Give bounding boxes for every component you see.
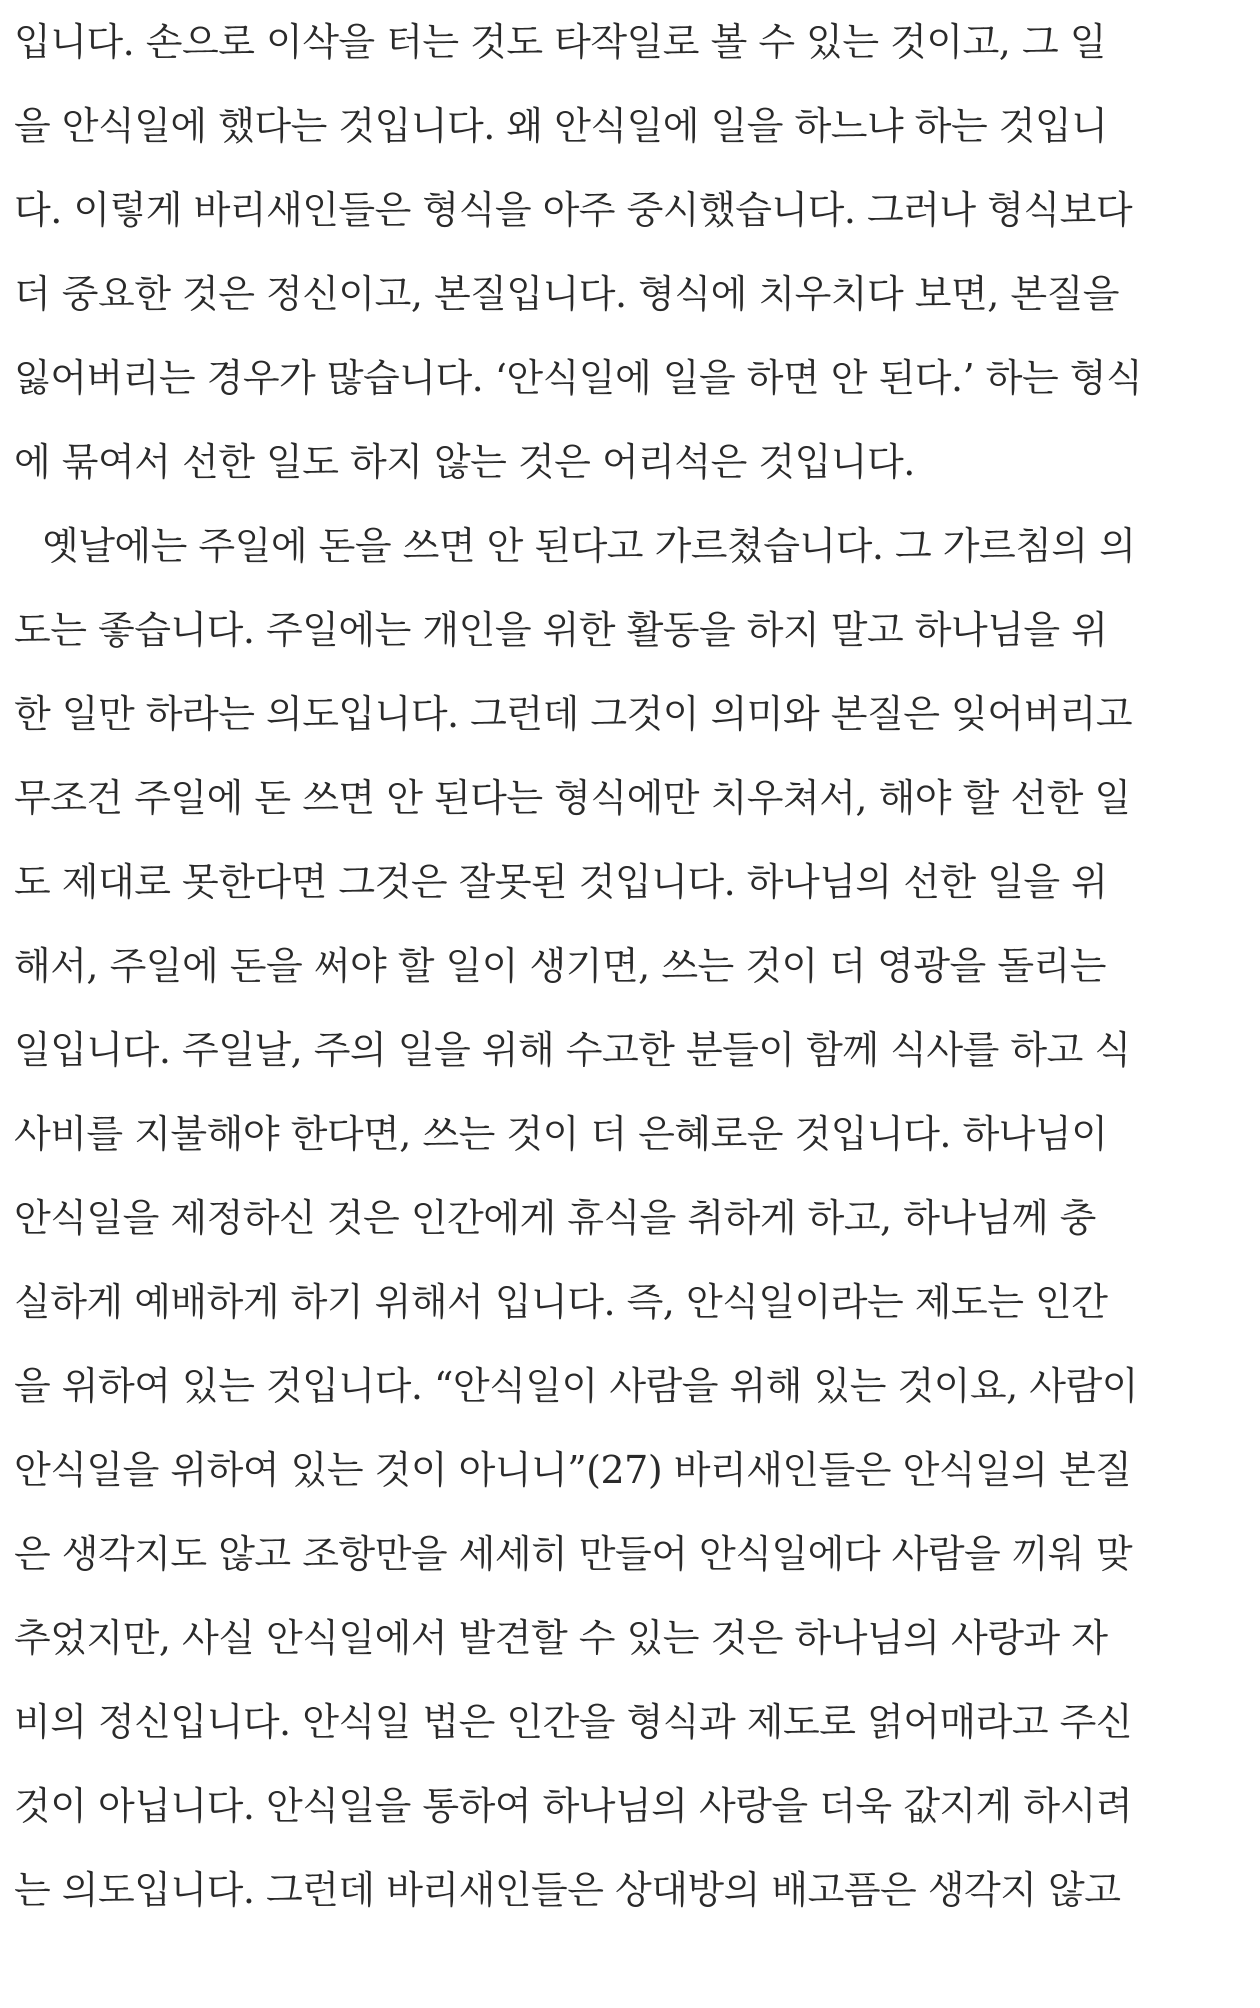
text-line: 일입니다. 주일날, 주의 일을 위해 수고한 분들이 함께 식사를 하고 식 [14,1028,1131,1072]
text-line: 한 일만 하라는 의도입니다. 그런데 그것이 의미와 본질은 잊어버리고 [14,692,1133,736]
text-line: 을 위하여 있는 것입니다. “안식일이 사람을 위해 있는 것이요, 사람이 [14,1364,1138,1408]
text-line: 사비를 지불해야 한다면, 쓰는 것이 더 은혜로운 것입니다. 하나님이 [14,1112,1108,1156]
text-line: 잃어버리는 경우가 많습니다. ‘안식일에 일을 하면 안 된다.’ 하는 형식 [14,356,1143,400]
book-page [14,0,1254,2008]
text-line: 더 중요한 것은 정신이고, 본질입니다. 형식에 치우치다 보면, 본질을 [14,272,1119,316]
text-line: 해서, 주일에 돈을 써야 할 일이 생기면, 쓰는 것이 더 영광을 돌리는 [14,944,1106,988]
text-line: 도는 좋습니다. 주일에는 개인을 위한 활동을 하지 말고 하나님을 위 [14,608,1108,652]
text-line: 추었지만, 사실 안식일에서 발견할 수 있는 것은 하나님의 사랑과 자 [14,1616,1108,1660]
text-line: 안식일을 위하여 있는 것이 아니니”(27) 바리새인들은 안식일의 본질 [14,1448,1132,1492]
text-line: 것이 아닙니다. 안식일을 통하여 하나님의 사랑을 더욱 값지게 하시려 [14,1784,1133,1828]
text-line: 비의 정신입니다. 안식일 법은 인간을 형식과 제도로 얽어매라고 주신 [14,1700,1133,1744]
text-line: 을 안식일에 했다는 것입니다. 왜 안식일에 일을 하느냐 하는 것입니 [14,104,1108,148]
text-line: 다. 이렇게 바리새인들은 형식을 아주 중시했습니다. 그러나 형식보다 [14,188,1133,232]
text-line: 에 묶여서 선한 일도 하지 않는 것은 어리석은 것입니다. [14,440,915,484]
text-line: 무조건 주일에 돈 쓰면 안 된다는 형식에만 치우쳐서, 해야 할 선한 일 [14,776,1131,820]
text-line: 옛날에는 주일에 돈을 쓰면 안 된다고 가르쳤습니다. 그 가르침의 의 [42,524,1136,568]
text-line: 도 제대로 못한다면 그것은 잘못된 것입니다. 하나님의 선한 일을 위 [14,860,1108,904]
text-line: 안식일을 제정하신 것은 인간에게 휴식을 취하게 하고, 하나님께 충 [14,1196,1096,1240]
text-line: 실하게 예배하게 하기 위해서 입니다. 즉, 안식일이라는 제도는 인간 [14,1280,1108,1324]
text-line: 는 의도입니다. 그런데 바리새인들은 상대방의 배고픔은 생각지 않고 [14,1868,1121,1912]
text-line: 입니다. 손으로 이삭을 터는 것도 타작일로 볼 수 있는 것이고, 그 일 [14,20,1106,64]
text-line: 은 생각지도 않고 조항만을 세세히 만들어 안식일에다 사람을 끼워 맞 [14,1532,1133,1576]
